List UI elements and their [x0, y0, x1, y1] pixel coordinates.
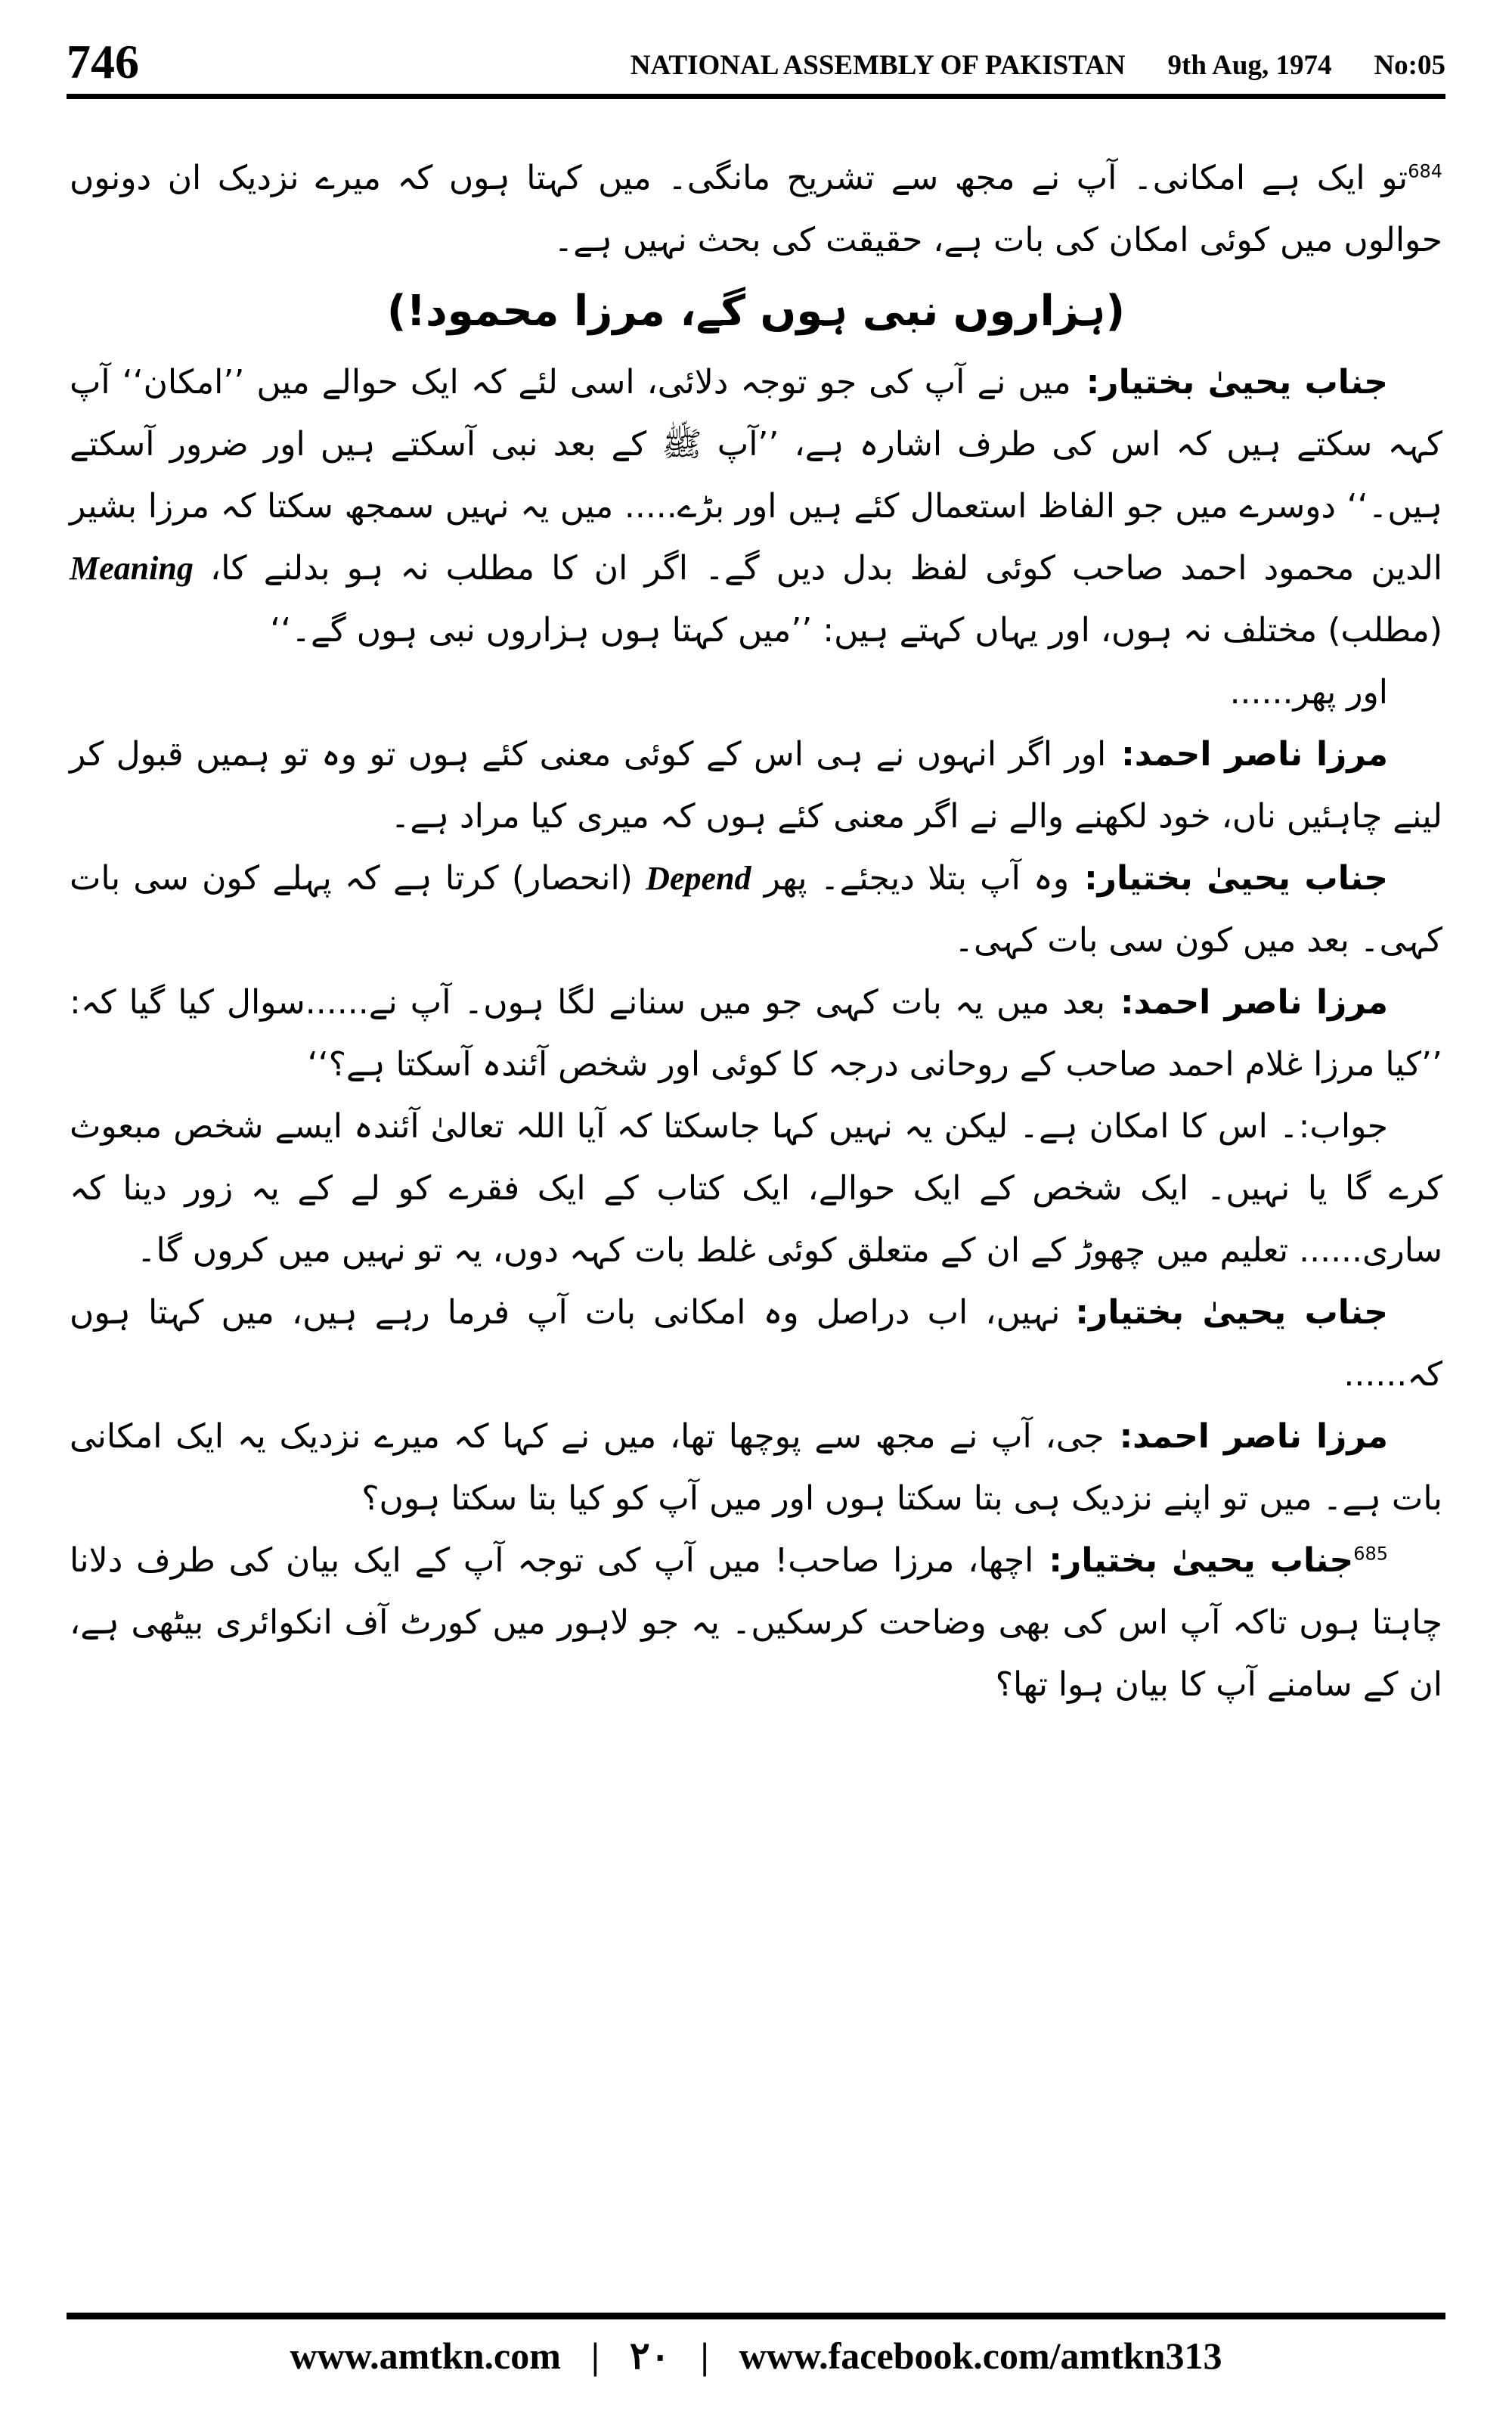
publication-title: NATIONAL ASSEMBLY OF PAKISTAN	[630, 50, 1126, 81]
page-number: 746	[67, 35, 139, 88]
footer-rule	[67, 2313, 1445, 2319]
speech-text: (انحصار) کرتا ہے کہ پہلے کون سی بات کہی۔ بعد میں کون سی بات کہی۔	[70, 859, 1442, 960]
speech-text: میں نے آپ کی جو توجہ دلائی، اسی لئے کہ ایک حوالے میں ’’امکان‘‘ آپ کہہ سکتے ہیں کہ اس کی طرف اشارہ ہے، ’’آپ ﷺ کے بعد نبی آسکتے ہیں اور ضرور آسکتے ہیں۔‘‘ دوسرے میں جو الفاظ استعمال کئے ہیں اور بڑے..... میں یہ نہیں سمجھ سکتا کہ مرزا بشیر الدین محمود احمد صاحب کوئی لفظ بدل دیں گے۔ اگر ان کا مطلب نہ ہو بدلنے کا،	[70, 363, 1442, 588]
speech-text: (مطلب) مختلف نہ ہوں، اور یہاں کہتے ہیں: ’’میں کہتا ہوں ہزاروں نبی ہوں گے۔‘‘	[270, 611, 1442, 650]
paragraph-intro	[70, 147, 1442, 271]
transcript-body	[70, 147, 1442, 1716]
reference-marker: 684	[1408, 160, 1442, 182]
issue-number: No:05	[1374, 50, 1445, 81]
reference-marker: 685	[1353, 1543, 1388, 1565]
speaker-name: مرزا ناصر احمد:	[1119, 1417, 1388, 1456]
page-footer	[67, 2329, 1445, 2382]
header-info	[631, 49, 1445, 86]
speech-block	[70, 1530, 1442, 1716]
speaker-name: مرزا ناصر احمد:	[1121, 735, 1388, 774]
speech-block	[70, 972, 1442, 1096]
paragraph-text: تو ایک ہے امکانی۔ آپ نے مجھ سے تشریح مانگی۔ میں کہتا ہوں کہ میرے نزدیک ان دونوں حوالوں میں کوئی امکان کی بات ہے، حقیقت کی بحث نہیں ہے۔	[70, 159, 1442, 259]
speech-text: وہ آپ بتلا دیجئے۔ پھر	[764, 859, 1070, 898]
english-term: Depend	[646, 860, 751, 897]
speech-block	[70, 1282, 1442, 1406]
session-date: 9th Aug, 1974	[1167, 50, 1332, 81]
speech-text: نہیں، اب دراصل وہ امکانی بات آپ فرما رہے ہیں، میں کہتا ہوں کہ......	[70, 1293, 1442, 1394]
speech-text: بعد میں یہ بات کہی جو میں سنانے لگا ہوں۔ آپ نے......سوال کیا گیا کہ: ’’کیا مرزا غلام احمد صاحب کے روحانی درجہ کا کوئی اور شخص آئندہ آسکتا ہے؟‘‘	[70, 983, 1442, 1084]
speech-continuation: اور پھر......	[1229, 673, 1388, 712]
speaker-name: جناب یحییٰ بختیار:	[1075, 1293, 1389, 1332]
speech-text: جی، آپ نے مجھ سے پوچھا تھا، میں نے کہا کہ میرے نزدیک یہ ایک امکانی بات ہے۔ میں تو اپنے نزدیک ہی بتا سکتا ہوں اور میں آپ کو کیا بتا سکتا ہوں؟	[70, 1417, 1442, 1518]
website-link[interactable]: www.amtkn.com	[290, 2335, 561, 2377]
footer-separator: |	[700, 2335, 709, 2377]
header-rule	[67, 94, 1445, 99]
speaker-name: جناب یحییٰ بختیار:	[1084, 859, 1388, 898]
speech-block	[70, 848, 1442, 972]
speaker-name: مرزا ناصر احمد:	[1120, 983, 1388, 1022]
footer-separator: |	[590, 2335, 600, 2377]
answer-block: جواب:۔ اس کا امکان ہے۔ لیکن یہ نہیں کہا جاسکتا کہ آیا اللہ تعالیٰ آئندہ ایسے شخص مبعوث کرے گا یا نہیں۔ ایک شخص کے ایک حوالے، ایک کتاب کے ایک فقرے کو لے کے یہ زور دینا کہ ساری...... تعلیم میں چھوڑ کے ان کے متعلق کوئی غلط بات کہہ دوں، یہ تو نہیں میں کروں گا۔	[70, 1107, 1442, 1270]
footer-page-number: ۲۰	[629, 2335, 671, 2377]
speaker-name: جناب یحییٰ بختیار:	[1049, 1541, 1354, 1580]
section-heading: (ہزاروں نبی ہوں گے، مرزا محمود!)	[386, 287, 1126, 336]
speech-block	[70, 352, 1442, 662]
speech-text: اور اگر انہوں نے ہی اس کے کوئی معنی کئے ہوں تو وہ تو ہمیں قبول کر لینے چاہئیں ناں، خود لکھنے والے نے اگر معنی کئے ہوں کہ میری کیا مراد ہے۔	[70, 735, 1442, 836]
speech-text: اچھا، مرزا صاحب! میں آپ کی توجہ آپ کے ایک بیان کی طرف دلانا چاہتا ہوں تاکہ آپ اس کی بھی وضاحت کرسکیں۔ یہ جو لاہور میں کورٹ آف انکوائری بیٹھی ہے، ان کے سامنے آپ کا بیان ہوا تھا؟	[70, 1541, 1442, 1704]
speech-block	[70, 1406, 1442, 1530]
english-term: Meaning	[70, 550, 194, 587]
page-header	[67, 33, 1445, 86]
facebook-link[interactable]: www.facebook.com/amtkn313	[739, 2335, 1222, 2377]
speech-block	[70, 724, 1442, 848]
speaker-name: جناب یحییٰ بختیار:	[1086, 363, 1388, 402]
